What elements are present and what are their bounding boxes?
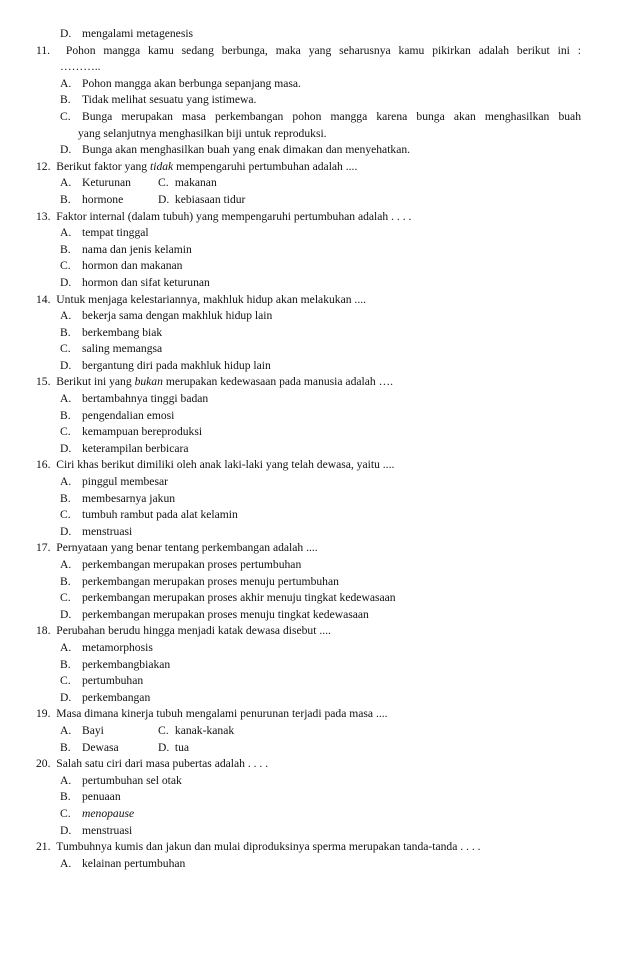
prev-option-d: D. mengalami metagenesis [60, 27, 194, 40]
question-17: 17. Pernyataan yang benar tentang perkembangan adalah .... [36, 541, 318, 555]
question-15-option-d: D. keterampilan berbicara [60, 441, 189, 455]
question-19-options-row-2: B. Dewasa D. tua [60, 740, 190, 754]
question-13-option-d: D. hormon dan sifat keturunan [60, 275, 210, 289]
question-11-dots: ……….. [60, 60, 101, 74]
question-18-option-d: D. perkembangan [60, 690, 151, 704]
question-17-option-b: B. perkembangan merupakan proses menuju pertumbuhan [60, 574, 339, 588]
question-14-option-a: A. bekerja sama dengan makhluk hidup lain [60, 309, 273, 323]
question-13-option-c: C. hormon dan makanan [60, 259, 183, 273]
question-15-option-b: B. pengendalian emosi [60, 408, 175, 422]
worksheet-page [0, 26, 638, 872]
question-21: 21. Tumbuhnya kumis dan jakun dan mulai diproduksinya sperma merupakan tanda-tanda . . . . [36, 840, 481, 854]
question-17-option-a: A. perkembangan merupakan proses pertumbuhan [60, 558, 302, 571]
question-11: 11. Pohon mangga kamu sedang berbunga, maka yang seharusnya kamu pikirkan adalah berikut ini : [36, 43, 582, 57]
question-19: 19. Masa dimana kinerja tubuh mengalami penurunan terjadi pada masa .... [36, 707, 388, 721]
question-20-option-d: D. menstruasi [60, 823, 133, 837]
question-20-option-b: B. penuaan [60, 790, 121, 804]
question-11-option-c: C. Bunga merupakan masa perkembangan pohon mangga karena bunga akan menghasilkan buah [60, 109, 581, 123]
question-12: 12. Berikut faktor yang tidak mempengaruhi pertumbuhan adalah .... [36, 159, 358, 173]
question-12-options-row-2: B. hormone D. kebiasaan tidur [60, 192, 246, 206]
question-16-option-a: A. pinggul membesar [60, 475, 168, 489]
question-18-option-c: C. pertumbuhan [60, 674, 144, 688]
question-18-option-a: A. metamorphosis [60, 640, 153, 654]
question-13-option-b: B. nama dan jenis kelamin [60, 242, 192, 256]
question-17-option-c: C. perkembangan merupakan proses akhir menuju tingkat kedewasaan [60, 591, 396, 605]
question-20: 20. Salah satu ciri dari masa pubertas adalah . . . . [36, 757, 269, 771]
question-18-option-b: B. perkembangbiakan [60, 657, 171, 671]
question-14-option-c: C. saling memangsa [60, 342, 163, 356]
question-11-option-b: B. Tidak melihat sesuatu yang istimewa. [60, 93, 257, 107]
question-14: 14. Untuk menjaga kelestariannya, makhluk hidup akan melakukan .... [36, 292, 367, 306]
question-16-option-d: D. menstruasi [60, 524, 133, 538]
question-16: 16. Ciri khas berikut dimiliki oleh anak laki-laki yang telah dewasa, yaitu .... [36, 458, 395, 472]
question-13: 13. Faktor internal (dalam tubuh) yang mempengaruhi pertumbuhan adalah . . . . [36, 209, 412, 223]
question-17-option-d: D. perkembangan merupakan proses menuju tingkat kedewasaan [60, 607, 369, 621]
question-21-option-a: A. kelainan pertumbuhan [60, 856, 186, 870]
question-12-options-row-1: A. Keturunan C. makanan [60, 176, 217, 190]
question-13-option-a: A. tempat tinggal [60, 226, 149, 240]
question-16-option-b: B. membesarnya jakun [60, 491, 176, 505]
question-14-option-b: B. berkembang biak [60, 325, 163, 339]
question-15-option-c: C. kemampuan bereproduksi [60, 425, 203, 439]
question-18: 18. Perubahan berudu hingga menjadi katak dewasa disebut .... [36, 624, 331, 638]
question-11-option-d: D. Bunga akan menghasilkan buah yang enak dimakan dan menyehatkan. [60, 143, 411, 157]
question-19-options-row-1: A. Bayi C. kanak-kanak [60, 723, 235, 737]
question-11-option-c-continued: yang selanjutnya menghasilkan biji untuk reproduksi. [78, 126, 327, 140]
question-14-option-d: D. bergantung diri pada makhluk hidup lain [60, 358, 271, 372]
question-11-option-a: A. Pohon mangga akan berbunga sepanjang masa. [60, 76, 301, 90]
question-15-option-a: A. bertambahnya tinggi badan [60, 392, 209, 406]
question-20-option-a: A. pertumbuhan sel otak [60, 773, 182, 787]
question-16-option-c: C. tumbuh rambut pada alat kelamin [60, 508, 238, 522]
question-15: 15. Berikut ini yang bukan merupakan kedewasaan pada manusia adalah …. [36, 375, 394, 389]
question-20-option-c: C. menopause [60, 806, 135, 820]
